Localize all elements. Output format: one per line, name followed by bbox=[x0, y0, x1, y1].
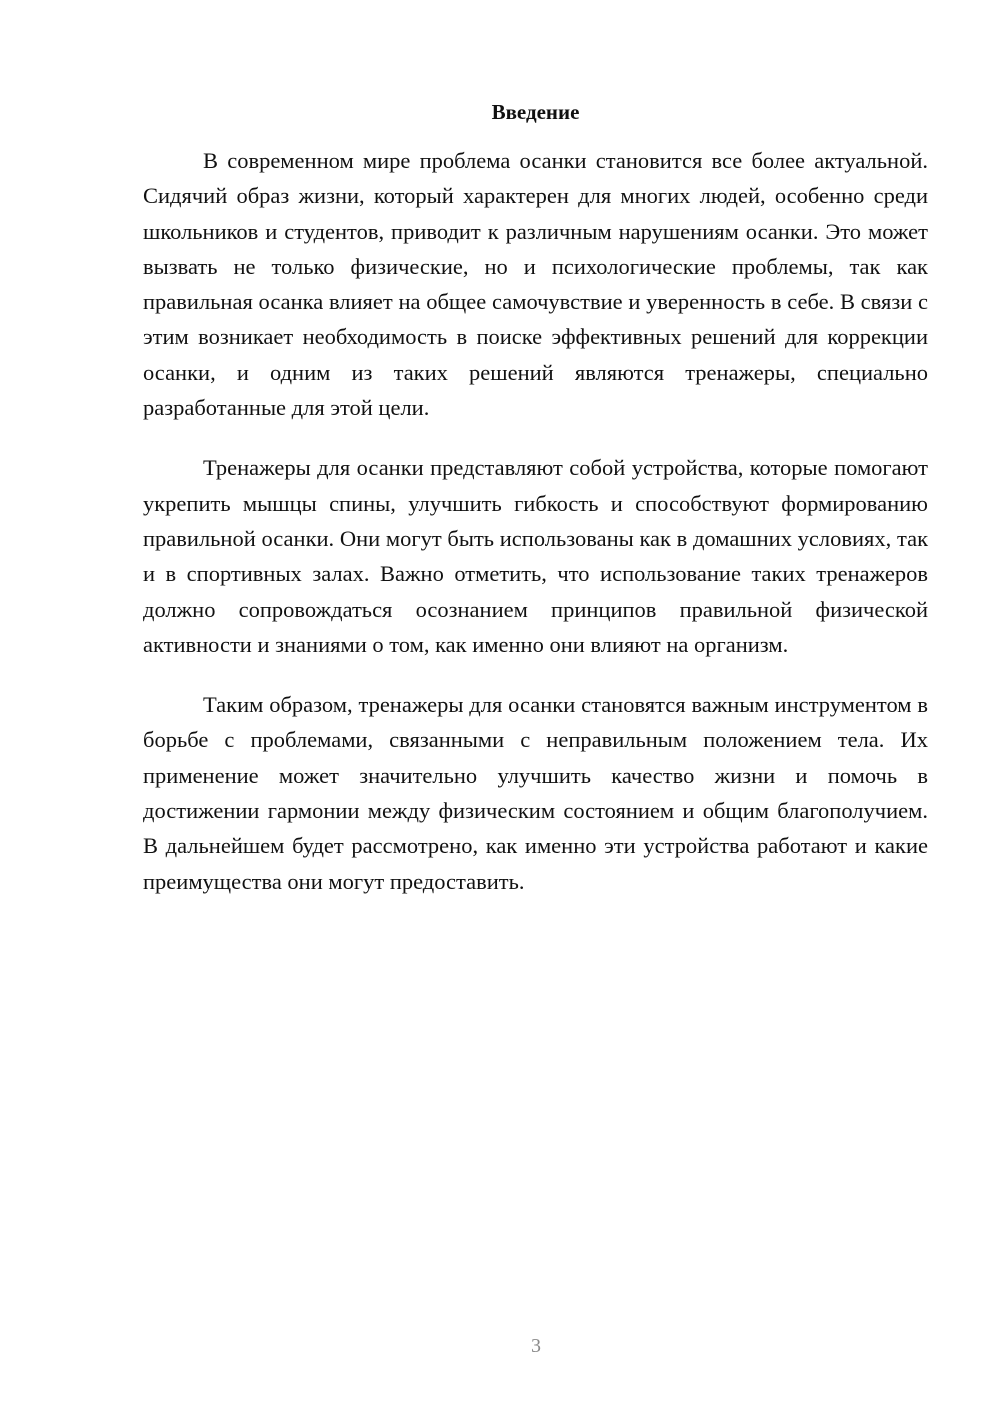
paragraph-3: Таким образом, тренажеры для осанки становятся важным инструментом в борьбе с проблемами, связанными с неправильным положением тела. Их применение может значительно улучшить качество жизни и помочь в достижении гармонии между физическим состоянием и общим благополучием. В дальнейшем будет рассмотрено, как именно эти устройства работают и какие преимущества они могут предоставить. bbox=[143, 692, 928, 894]
page-number: 3 bbox=[531, 1335, 541, 1357]
section-title: Введение bbox=[491, 100, 580, 124]
paragraph-2: Тренажеры для осанки представляют собой устройства, которые помогают укрепить мышцы спины, улучшить гибкость и способствуют формированию правильной осанки. Они могут быть использованы как в домашних условиях, так и в спортивных залах. Важно отметить, что использование таких тренажеров должно сопровождаться осознанием принципов правильной физической активности и знаниями о том, как именно они влияют на организм. bbox=[143, 455, 928, 657]
body-text bbox=[143, 143, 928, 924]
paragraph-1: В современном мире проблема осанки становится все более актуальной. Сидячий образ жизни, который характерен для многих людей, особенно среди школьников и студентов, приводит к различным нарушениям осанки. Это может вызвать не только физические, но и психологические проблемы, так как правильная осанка влияет на общее самочувствие и уверенность в себе. В связи с этим возникает необходимость в поиске эффективных решений для коррекции осанки, и одним из таких решений являются тренажеры, специально разработанные для этой цели. bbox=[143, 148, 928, 421]
